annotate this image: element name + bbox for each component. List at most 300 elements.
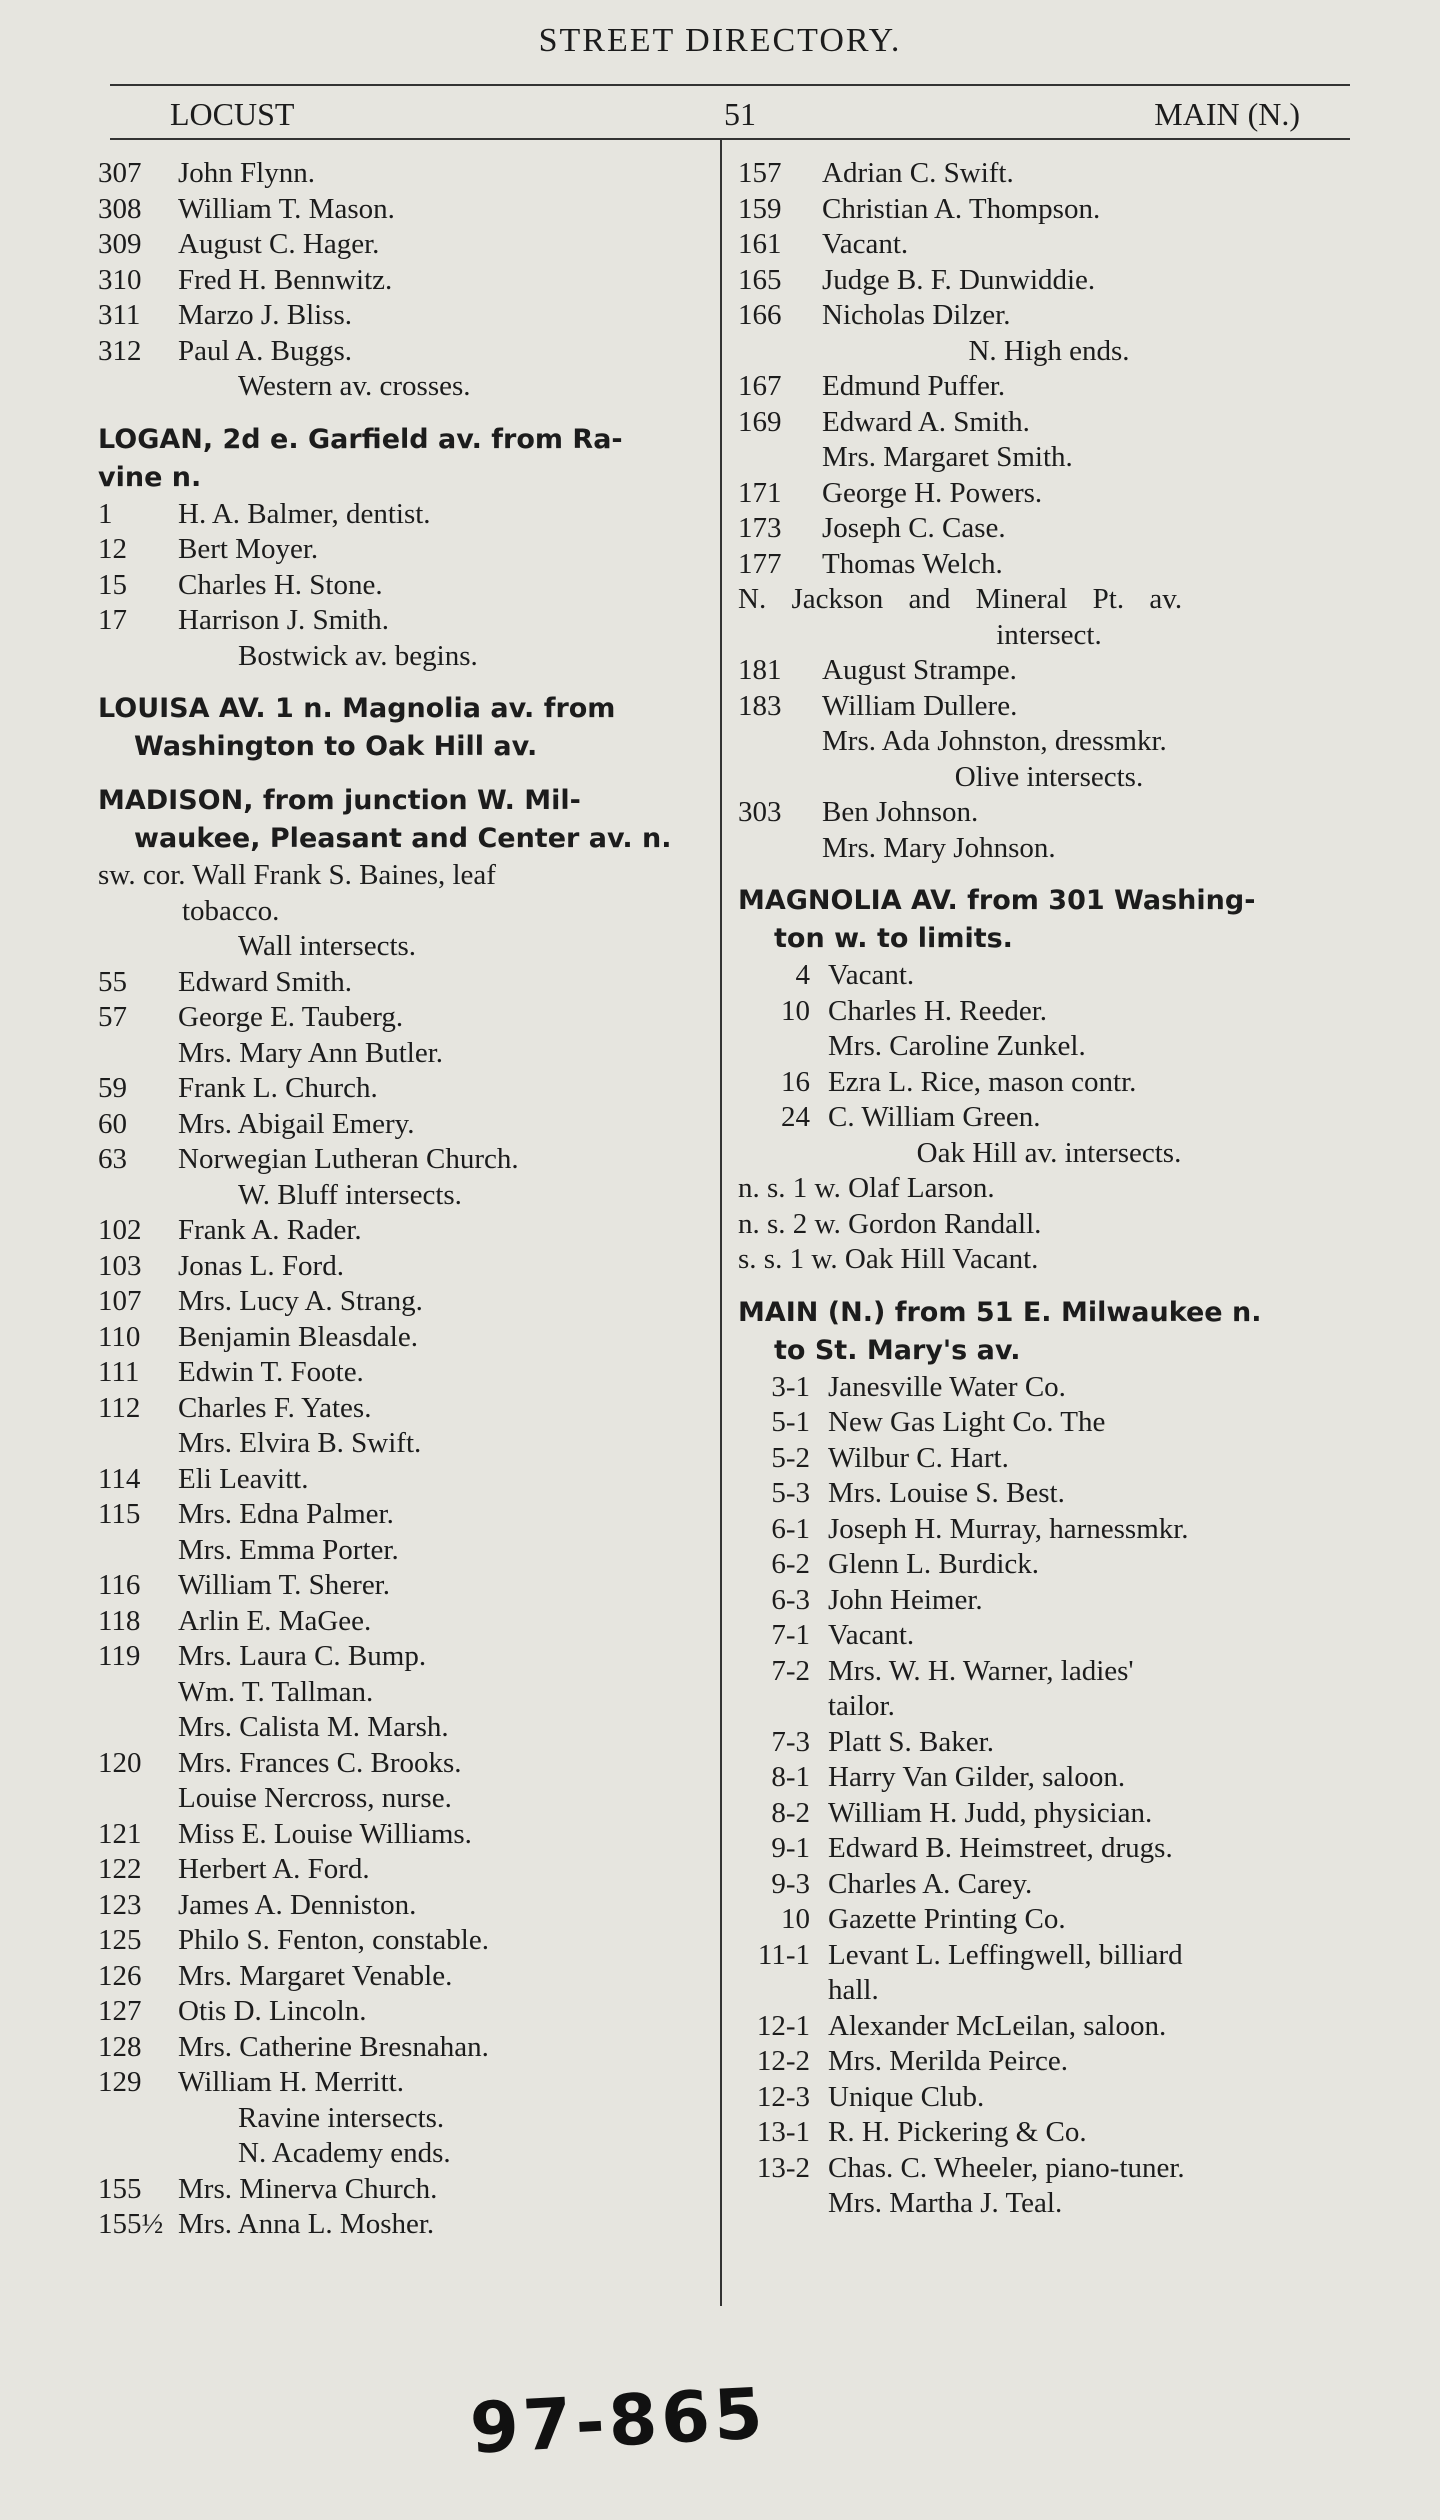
cross-street-note: Western av. crosses. — [238, 370, 471, 402]
resident-name: Harrison J. Smith. — [178, 604, 390, 636]
directory-entry — [98, 497, 716, 533]
resident-name: Nicholas Dilzer. — [822, 299, 1011, 331]
directory-entry — [738, 2009, 1360, 2045]
resident-name: Mrs. Mary Johnson. — [822, 831, 1056, 864]
street-heading — [98, 421, 716, 497]
resident-name: Christian A. Thompson. — [822, 192, 1101, 225]
directory-entry — [738, 1405, 1360, 1441]
directory-entry — [98, 1426, 716, 1462]
directory-entry — [98, 1568, 716, 1604]
street-heading-line: LOGAN, 2d e. Garfield av. from Ra- — [98, 423, 623, 455]
house-number: 11-1 — [757, 1938, 810, 1971]
resident-name: Benjamin Bleasdale. — [178, 1320, 418, 1353]
house-number: 12-3 — [756, 2080, 810, 2113]
directory-entry — [98, 1391, 716, 1427]
resident-name: Mrs. Margaret Venable. — [178, 1959, 453, 1992]
directory-entry — [98, 532, 716, 568]
running-head-right: MAIN (N.) — [1154, 96, 1300, 132]
directory-entry — [738, 1029, 1360, 1065]
house-number: 55 — [98, 965, 127, 998]
resident-name: Frank L. Church. — [178, 1072, 378, 1104]
cross-street-note: N. Academy ends. — [238, 2137, 451, 2169]
house-number: 12-1 — [756, 2009, 810, 2042]
column-divider — [720, 140, 722, 2306]
directory-entry — [98, 227, 716, 263]
resident-name: Philo S. Fenton, constable. — [178, 1924, 489, 1956]
house-number: 10 — [781, 994, 810, 1027]
resident-name: Otis D. Lincoln. — [178, 1995, 367, 2027]
house-number: 4 — [795, 959, 810, 991]
directory-entry — [98, 334, 716, 370]
resident-name: Levant L. Leffingwell, billiard — [828, 1938, 1183, 1971]
right-column — [738, 156, 1360, 2222]
directory-entry — [738, 2115, 1360, 2151]
house-number: 121 — [98, 1817, 142, 1850]
resident-name: New Gas Light Co. The — [828, 1406, 1106, 1438]
house-number: 119 — [98, 1640, 141, 1672]
resident-name: Ben Johnson. — [822, 796, 979, 828]
directory-entry — [98, 1213, 716, 1249]
cross-street-note: N. High ends. — [968, 334, 1130, 367]
directory-entry — [98, 1923, 716, 1959]
house-number: 115 — [98, 1498, 141, 1530]
entry-list-madison-e — [738, 369, 1360, 582]
resident-name: George H. Powers. — [822, 476, 1043, 509]
house-number: 110 — [98, 1320, 141, 1353]
directory-entry — [98, 156, 716, 192]
street-heading-line: LOUISA AV. 1 n. Magnolia av. from — [98, 693, 616, 724]
resident-name: C. William Green. — [828, 1101, 1041, 1133]
resident-name: Mrs. Catherine Bresnahan. — [178, 2030, 489, 2063]
resident-name: Charles F. Yates. — [178, 1391, 372, 1424]
directory-entry — [98, 965, 716, 1001]
directory-entry — [98, 1888, 716, 1924]
directory-entry — [98, 603, 716, 639]
street-heading — [98, 782, 716, 858]
house-number: 125 — [98, 1924, 142, 1956]
side-entry: n. s. 1 w. Olaf Larson. — [738, 1172, 995, 1204]
house-number: 166 — [738, 299, 782, 331]
side-entry: n. s. 2 w. Gordon Randall. — [738, 1207, 1042, 1240]
resident-name: Adrian C. Swift. — [822, 157, 1014, 189]
directory-entry — [98, 1000, 716, 1036]
directory-entry — [98, 1320, 716, 1356]
corner-entry: sw. cor. Wall Frank S. Baines, leaf — [98, 859, 496, 891]
directory-entry — [98, 1959, 716, 1995]
cross-street-note: Oak Hill av. intersects. — [916, 1136, 1182, 1169]
directory-entry — [738, 1583, 1360, 1619]
directory-entry — [738, 1618, 1360, 1654]
entry-list-madison-c — [98, 2172, 716, 2243]
directory-entry — [98, 1994, 716, 2030]
street-heading — [98, 690, 716, 766]
house-number: 5-1 — [771, 1406, 810, 1438]
resident-name: Mrs. Mary Ann Butler. — [178, 1036, 444, 1069]
directory-entry — [738, 1100, 1360, 1136]
house-number: 13-2 — [756, 2151, 810, 2184]
resident-name: John Heimer. — [828, 1583, 983, 1616]
house-number: 165 — [738, 263, 782, 296]
house-number: 116 — [98, 1569, 141, 1601]
resident-name: Frank A. Rader. — [178, 1214, 362, 1246]
resident-name: H. A. Balmer, dentist. — [178, 497, 431, 530]
directory-entry — [738, 2151, 1360, 2187]
resident-name: Edmund Puffer. — [822, 370, 1006, 402]
house-number: 9-1 — [771, 1832, 810, 1864]
resident-name: Joseph H. Murray, harnessmkr. — [828, 1512, 1189, 1545]
resident-name: Judge B. F. Dunwiddie. — [822, 263, 1096, 296]
entry-list-madison-a — [98, 965, 716, 1178]
entry-list-locust — [98, 156, 716, 369]
directory-entry — [738, 2044, 1360, 2080]
resident-name: Vacant. — [822, 228, 909, 260]
directory-entry — [98, 1462, 716, 1498]
house-number: 59 — [98, 1072, 127, 1104]
header-rule-bottom — [110, 138, 1350, 140]
house-number: 1 — [98, 497, 113, 530]
house-number: 155½ — [98, 2208, 164, 2240]
house-number: 57 — [98, 1001, 127, 1033]
resident-name: Mrs. Lucy A. Strang. — [178, 1285, 423, 1317]
resident-name: Joseph C. Case. — [822, 512, 1006, 544]
cross-street-note: Wall intersects. — [238, 930, 417, 962]
house-number: 24 — [781, 1101, 810, 1133]
directory-entry — [98, 1604, 716, 1640]
directory-entry — [738, 1654, 1360, 1690]
house-number: 312 — [98, 334, 142, 367]
house-number: 122 — [98, 1853, 142, 1885]
directory-entry — [98, 1107, 716, 1143]
resident-name: Mrs. Abigail Emery. — [178, 1107, 415, 1140]
directory-entry — [738, 653, 1360, 689]
resident-name: Unique Club. — [828, 2080, 985, 2113]
house-number: 15 — [98, 568, 127, 601]
resident-name: R. H. Pickering & Co. — [828, 2116, 1087, 2148]
page-number: 51 — [724, 96, 756, 132]
house-number: 13-1 — [756, 2116, 810, 2148]
resident-name: Mrs. Caroline Zunkel. — [828, 1030, 1086, 1062]
directory-entry — [738, 689, 1360, 725]
house-number: 120 — [98, 1746, 142, 1779]
resident-name: Edwin T. Foote. — [178, 1356, 364, 1388]
directory-entry — [738, 369, 1360, 405]
directory-entry — [98, 1710, 716, 1746]
resident-name: hall. — [828, 1974, 879, 2006]
house-number: 111 — [98, 1356, 140, 1388]
house-number: 7-1 — [771, 1619, 810, 1651]
house-number: 7-3 — [771, 1725, 810, 1758]
directory-entry — [738, 795, 1360, 831]
resident-name: Mrs. Calista M. Marsh. — [178, 1711, 449, 1743]
resident-name: Miss E. Louise Williams. — [178, 1817, 472, 1850]
directory-entry — [98, 1852, 716, 1888]
house-number: 8-1 — [771, 1761, 810, 1793]
house-number: 7-2 — [771, 1654, 810, 1687]
resident-name: Mrs. Martha J. Teal. — [828, 2187, 1063, 2219]
directory-entry — [98, 568, 716, 604]
directory-entry — [738, 263, 1360, 299]
directory-entry — [98, 298, 716, 334]
resident-name: Platt S. Baker. — [828, 1725, 994, 1758]
house-number: 102 — [98, 1214, 142, 1246]
directory-entry — [738, 298, 1360, 334]
house-number: 155 — [98, 2172, 142, 2205]
resident-name: Mrs. Anna L. Mosher. — [178, 2208, 435, 2240]
resident-name: Mrs. Laura C. Bump. — [178, 1640, 427, 1672]
entry-list-logan — [98, 497, 716, 639]
cross-street-note: N. Jackson and Mineral Pt. av. — [738, 583, 1183, 615]
directory-entry — [738, 958, 1360, 994]
house-number: 9-3 — [771, 1867, 810, 1900]
house-number: 161 — [738, 228, 782, 260]
resident-name: William T. Mason. — [178, 192, 395, 225]
street-heading — [738, 1294, 1360, 1370]
cross-street-note: Ravine intersects. — [238, 2101, 445, 2134]
resident-name: Jonas L. Ford. — [178, 1249, 344, 1282]
house-number: 310 — [98, 263, 142, 296]
directory-entry — [98, 2030, 716, 2066]
resident-name: George E. Tauberg. — [178, 1001, 404, 1033]
cross-street-note: W. Bluff intersects. — [238, 1178, 462, 1211]
street-heading-line: Washington to Oak Hill av. — [134, 731, 538, 762]
directory-entry — [738, 1938, 1360, 1974]
house-number: 118 — [98, 1604, 141, 1637]
directory-entry — [98, 1533, 716, 1569]
house-number: 6-1 — [771, 1512, 810, 1545]
directory-entry — [738, 156, 1360, 192]
page-title: STREET DIRECTORY. — [538, 22, 902, 59]
street-heading-line: MAGNOLIA AV. from 301 Washing- — [738, 885, 1256, 916]
directory-entry — [738, 192, 1360, 228]
house-number: 127 — [98, 1995, 142, 2027]
street-heading-line: vine n. — [98, 461, 202, 493]
house-number: 16 — [781, 1065, 810, 1098]
resident-name: Vacant. — [828, 1619, 915, 1651]
resident-name: Wilbur C. Hart. — [828, 1441, 1009, 1474]
directory-entry — [98, 1142, 716, 1178]
house-number: 12 — [98, 533, 127, 565]
directory-entry — [98, 1746, 716, 1782]
resident-name: Chas. C. Wheeler, piano-tuner. — [828, 2151, 1185, 2184]
resident-name: Herbert A. Ford. — [178, 1853, 370, 1885]
house-number: 157 — [738, 157, 782, 189]
cross-street-note: Bostwick av. begins. — [238, 639, 478, 672]
house-number: 177 — [738, 547, 782, 580]
house-number: 308 — [98, 192, 142, 225]
house-number: 17 — [98, 604, 127, 636]
directory-entry — [738, 1867, 1360, 1903]
house-number: 129 — [98, 2066, 142, 2098]
resident-name: Mrs. Edna Palmer. — [178, 1498, 394, 1530]
directory-entry — [738, 1476, 1360, 1512]
resident-name: Edward B. Heimstreet, drugs. — [828, 1832, 1173, 1864]
directory-entry — [738, 1796, 1360, 1832]
resident-name: Thomas Welch. — [822, 547, 1003, 580]
house-number: 311 — [98, 299, 141, 331]
house-number: 60 — [98, 1107, 127, 1140]
house-number: 103 — [98, 1249, 142, 1282]
resident-name: James A. Denniston. — [178, 1888, 417, 1921]
resident-name: Glenn L. Burdick. — [828, 1548, 1040, 1580]
resident-name: Edward Smith. — [178, 965, 352, 998]
house-number: 173 — [738, 512, 782, 544]
directory-entry — [738, 1831, 1360, 1867]
cross-street-note: Olive intersects. — [954, 760, 1144, 793]
house-number: 6-2 — [771, 1548, 810, 1580]
resident-name: Janesville Water Co. — [828, 1370, 1066, 1403]
directory-entry — [738, 1370, 1360, 1406]
house-number: 107 — [98, 1285, 142, 1317]
resident-name: Mrs. Louise S. Best. — [828, 1477, 1065, 1509]
directory-entry — [738, 511, 1360, 547]
resident-name: Mrs. Ada Johnston, dressmkr. — [822, 725, 1167, 757]
directory-entry — [738, 724, 1360, 760]
directory-entry — [98, 2172, 716, 2208]
resident-name: William H. Merritt. — [178, 2066, 404, 2098]
directory-entry — [98, 1675, 716, 1711]
corner-entry-cont: tobacco. — [182, 894, 280, 927]
house-number: 112 — [98, 1391, 141, 1424]
house-number: 181 — [738, 654, 782, 686]
directory-entry — [738, 476, 1360, 512]
directory-entry — [738, 440, 1360, 476]
resident-name: Norwegian Lutheran Church. — [178, 1143, 519, 1175]
cross-street-note: intersect. — [996, 618, 1102, 651]
directory-entry — [98, 192, 716, 228]
directory-entry — [738, 1689, 1360, 1725]
resident-name: Mrs. W. H. Warner, ladies' — [828, 1654, 1134, 1687]
resident-name: Arlin E. MaGee. — [178, 1604, 372, 1637]
resident-name: Marzo J. Bliss. — [178, 299, 352, 331]
resident-name: William H. Judd, physician. — [828, 1796, 1153, 1829]
resident-name: Eli Leavitt. — [178, 1462, 309, 1495]
directory-entry — [738, 1547, 1360, 1583]
house-number: 5-2 — [771, 1441, 810, 1474]
house-number: 171 — [738, 476, 782, 509]
house-number: 183 — [738, 689, 782, 722]
street-heading-line: to St. Mary's av. — [774, 1334, 1021, 1366]
house-number: 10 — [781, 1903, 810, 1935]
house-number: 169 — [738, 405, 782, 438]
house-number: 8-2 — [771, 1796, 810, 1829]
directory-entry — [738, 1441, 1360, 1477]
resident-name: Charles H. Reeder. — [828, 994, 1048, 1027]
directory-entry — [98, 1497, 716, 1533]
directory-entry — [98, 2065, 716, 2101]
directory-entry — [98, 1036, 716, 1072]
street-heading-line: ton w. to limits. — [774, 923, 1013, 954]
resident-name: August C. Hager. — [178, 228, 380, 260]
resident-name: Harry Van Gilder, saloon. — [828, 1761, 1126, 1793]
house-number: 12-2 — [756, 2045, 810, 2077]
street-heading-line: MAIN (N.) from 51 E. Milwaukee n. — [738, 1296, 1262, 1328]
directory-entry — [98, 263, 716, 299]
resident-name: Mrs. Minerva Church. — [178, 2172, 438, 2205]
house-number: 6-3 — [771, 1583, 810, 1616]
directory-entry — [738, 831, 1360, 867]
house-number: 307 — [98, 157, 142, 189]
directory-entry — [738, 405, 1360, 441]
resident-name: John Flynn. — [178, 157, 315, 189]
directory-entry — [98, 1071, 716, 1107]
entry-list-madison-b — [98, 1213, 716, 2101]
resident-name: Paul A. Buggs. — [178, 334, 353, 367]
directory-entry — [98, 1355, 716, 1391]
resident-name: Charles H. Stone. — [178, 568, 383, 601]
street-heading-line: waukee, Pleasant and Center av. n. — [134, 823, 672, 854]
house-number: 5-3 — [771, 1477, 810, 1509]
directory-entry — [738, 1902, 1360, 1938]
resident-name: Wm. T. Tallman. — [178, 1675, 374, 1708]
resident-name: Mrs. Emma Porter. — [178, 1533, 399, 1566]
resident-name: Mrs. Merilda Peirce. — [828, 2045, 1068, 2077]
house-number: 123 — [98, 1888, 142, 1921]
entry-list-madison-f — [738, 653, 1360, 760]
directory-entry — [738, 2080, 1360, 2116]
house-number: 303 — [738, 796, 782, 828]
directory-entry — [738, 994, 1360, 1030]
resident-name: Mrs. Margaret Smith. — [822, 441, 1073, 473]
directory-entry — [98, 1639, 716, 1675]
directory-entry — [738, 1973, 1360, 2009]
resident-name: Edward A. Smith. — [822, 405, 1030, 438]
house-number: 159 — [738, 192, 782, 225]
resident-name: Mrs. Elvira B. Swift. — [178, 1427, 422, 1459]
directory-entry — [98, 1781, 716, 1817]
house-number: 167 — [738, 370, 782, 402]
entry-list-magnolia — [738, 958, 1360, 1136]
directory-entry — [738, 1760, 1360, 1796]
house-number: 309 — [98, 228, 142, 260]
resident-name: William T. Sherer. — [178, 1569, 390, 1601]
resident-name: Alexander McLeilan, saloon. — [828, 2009, 1167, 2042]
street-heading-line: MADISON, from junction W. Mil- — [98, 785, 581, 816]
resident-name: August Strampe. — [822, 654, 1017, 686]
left-column — [98, 156, 716, 2243]
house-number: 3-1 — [771, 1370, 810, 1403]
directory-entry — [738, 547, 1360, 583]
resident-name: Gazette Printing Co. — [828, 1903, 1066, 1935]
resident-name: Mrs. Frances C. Brooks. — [178, 1746, 462, 1779]
street-heading — [738, 882, 1360, 958]
resident-name: William Dullere. — [822, 689, 1018, 722]
house-number: 114 — [98, 1462, 141, 1495]
directory-entry — [98, 1249, 716, 1285]
entry-list-madison-g — [738, 795, 1360, 866]
directory-entry — [98, 1817, 716, 1853]
entry-list-main — [738, 1370, 1360, 2222]
directory-entry — [738, 1065, 1360, 1101]
directory-entry — [738, 2186, 1360, 2222]
resident-name: Bert Moyer. — [178, 533, 319, 565]
house-number: 128 — [98, 2030, 142, 2063]
directory-entry — [98, 2207, 716, 2243]
entry-list-madison-d — [738, 156, 1360, 334]
resident-name: Louise Nercross, nurse. — [178, 1782, 452, 1814]
directory-entry — [738, 227, 1360, 263]
resident-name: tailor. — [828, 1690, 895, 1722]
side-entry: s. s. 1 w. Oak Hill Vacant. — [738, 1243, 1039, 1275]
resident-name: Charles A. Carey. — [828, 1867, 1033, 1900]
directory-entry — [738, 1725, 1360, 1761]
resident-name: Vacant. — [828, 959, 915, 991]
resident-name: Ezra L. Rice, mason contr. — [828, 1065, 1137, 1098]
house-number: 126 — [98, 1959, 142, 1992]
handwritten-note: 97-865 — [468, 2372, 769, 2470]
running-head-left: LOCUST — [170, 96, 295, 132]
directory-entry — [98, 1284, 716, 1320]
resident-name: Fred H. Bennwitz. — [178, 263, 393, 296]
